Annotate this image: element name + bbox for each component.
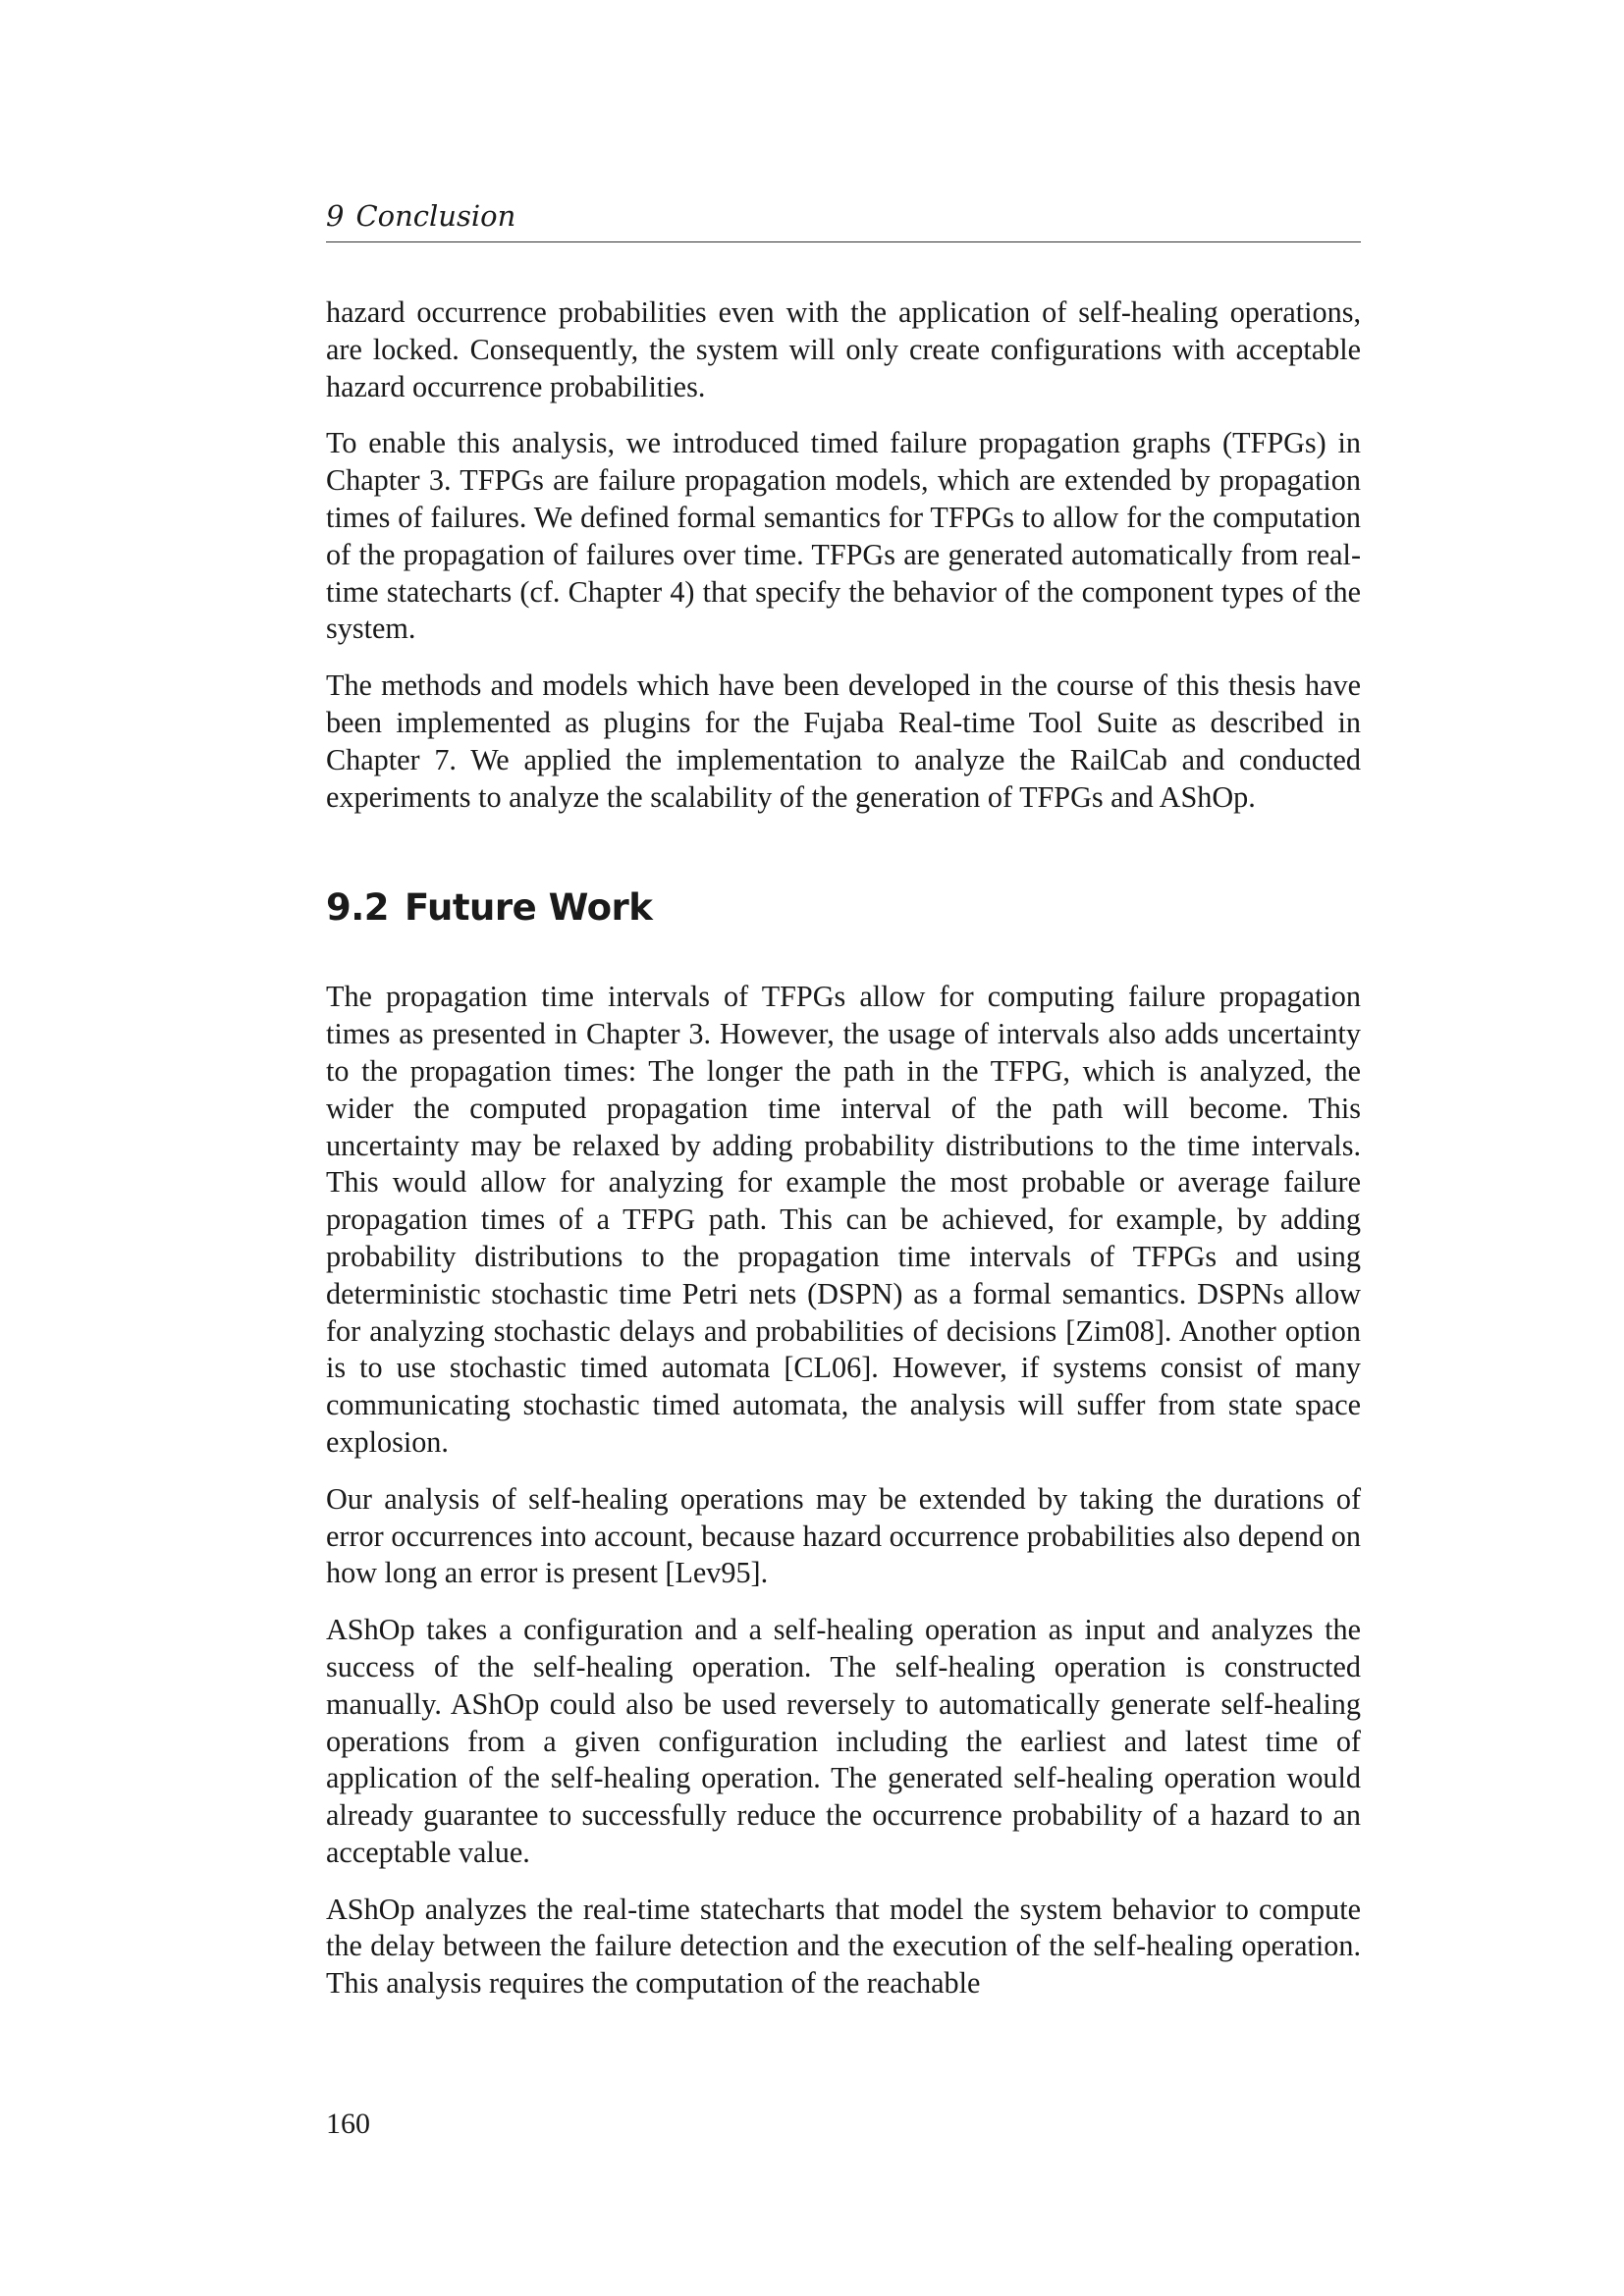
body-text bbox=[326, 294, 1361, 2022]
section-number: 9.2 bbox=[326, 886, 390, 930]
page-number: 160 bbox=[326, 2108, 370, 2140]
paragraph: To enable this analysis, we introduced timed failure propagation graphs (TFPGs) in Chapter 3. TFPGs are failure propagation models, which are extended by propagation times of failures. We defined formal semantics for TFPGs to allow for the computation of the propagation of failures over time. TFPGs are generated automatically from real-time statecharts (cf. Chapter 4) that specify the behavior of the component types of the system. bbox=[326, 426, 1361, 646]
running-head-chapter-number: 9 bbox=[326, 199, 345, 233]
paragraph: The methods and models which have been developed in the course of this thesis have been implemented as plugins for the Fujaba Real-time Tool Suite as described in Chapter 7. We applied the implementation to analyze the RailCab and conducted experiments to analyze the scalability of the generation of TFPGs and AShOp. bbox=[326, 668, 1361, 814]
section-title: Future Work bbox=[405, 886, 653, 930]
running-head bbox=[326, 196, 1361, 242]
paragraph: hazard occurrence probabilities even with the application of self-healing operations, are locked. Consequently, the system will only create configurations with acceptable hazard occurrence probabilities. bbox=[326, 295, 1361, 403]
paragraph: AShOp takes a configuration and a self-healing operation as input and analyzes the success of the self-healing operation. The self-healing operation is constructed manually. AShOp could also be used reversely to automatically generate self-healing operations from a given configuration including the earliest and latest time of application of the self-healing operation. The generated self-healing operation would already guarantee to successfully reduce the occurrence probability of a hazard to an acceptable value. bbox=[326, 1613, 1361, 1869]
section-heading bbox=[326, 886, 1361, 930]
paragraph: Our analysis of self-healing operations may be extended by taking the durations of error occurrences into account, because hazard occurrence probabilities also depend on how long an error is present [Lev95]. bbox=[326, 1481, 1361, 1590]
paragraph: AShOp analyzes the real-time statecharts that model the system behavior to compute the delay between the failure detection and the execution of the self-healing operation. This analysis requires the computation of the reachable bbox=[326, 1892, 1361, 2001]
paragraph: The propagation time intervals of TFPGs allow for computing failure propagation times as presented in Chapter 3. However, the usage of intervals also adds uncertainty to the propagation times: The longer the path in the TFPG, which is analyzed, the wider the computed propagation time interval of the path will become. This uncertainty may be relaxed by adding probability distributions to the time intervals. This would allow for analyzing for example the most probable or average failure propagation times of a TFPG path. This can be achieved, for example, by adding probability distributions to the propagation time intervals of TFPGs and using deterministic stochastic time Petri nets (DSPN) as a formal semantics. DSPNs allow for analyzing stochastic delays and probabilities of decisions [Zim08]. Another option is to use stochastic timed automata [CL06]. However, if systems consist of many communicating stochastic timed automata, the analysis will suffer from state space explosion. bbox=[326, 980, 1361, 1459]
running-head-chapter-title: Conclusion bbox=[355, 199, 516, 233]
page bbox=[326, 0, 1361, 2296]
